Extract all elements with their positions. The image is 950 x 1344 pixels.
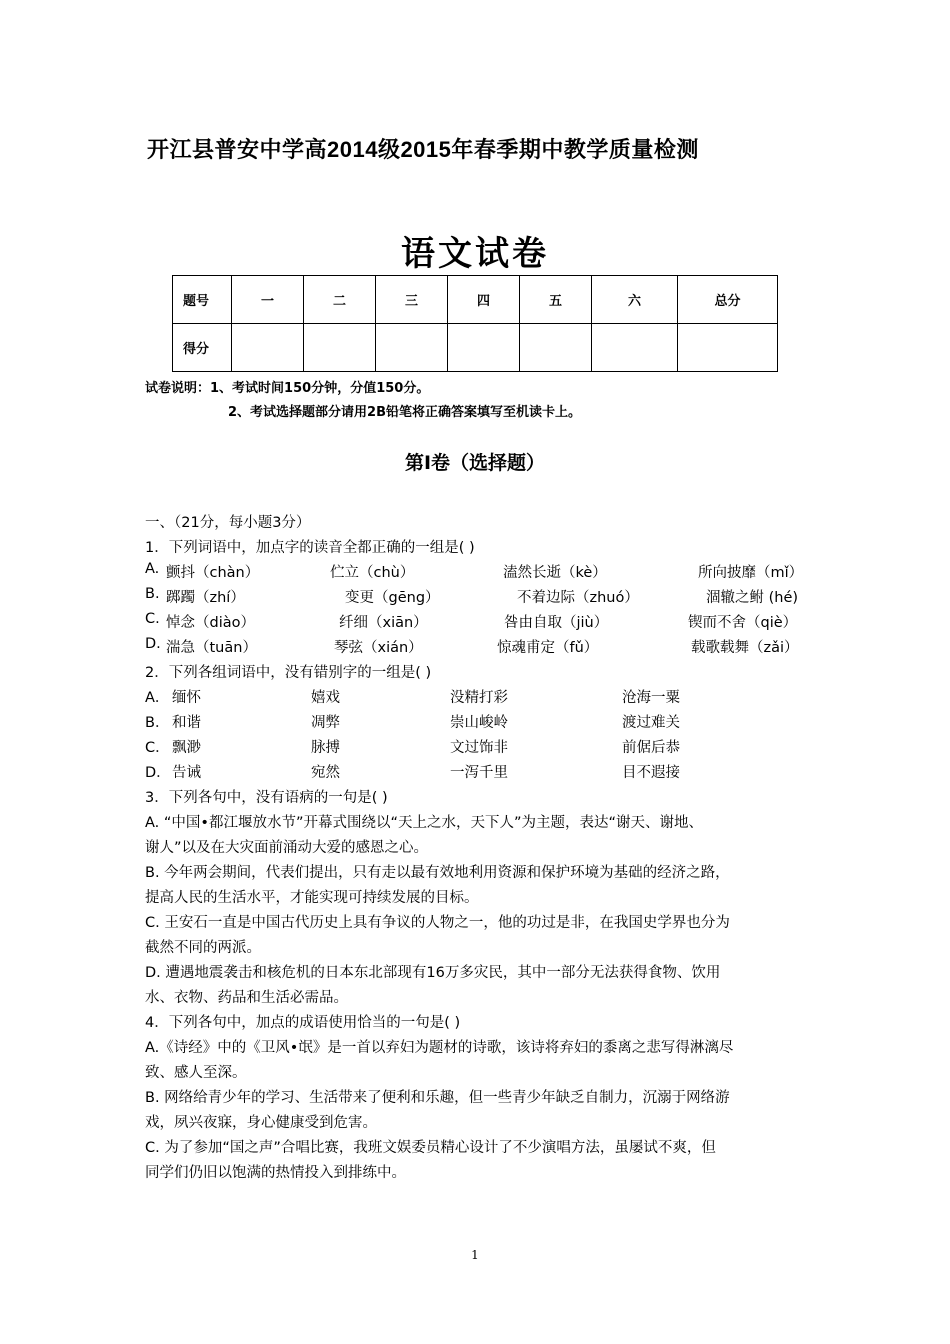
- question-text-line: 致、感人至深。: [145, 1065, 247, 1081]
- option-cell: 前倨后恭: [622, 740, 680, 756]
- question-stem: 2．下列各组词语中，没有错别字的一组是( ): [145, 665, 432, 681]
- option-cell: 目不遐接: [622, 765, 680, 781]
- option-label: B.: [145, 586, 160, 602]
- question-text-line: C. 为了参加“国之声”合唱比赛，我班文娱委员精心设计了不少演唱方法，虽屡试不爽，但: [145, 1140, 716, 1156]
- instruction-item: 2、考试选择题部分请用2B铅笔将正确答案填写至机读卡上。: [228, 405, 581, 420]
- page-number: 1: [471, 1248, 479, 1262]
- option-cell: 载歌载舞（zǎi）: [691, 640, 799, 656]
- option-cell: 琴弦（xián）: [334, 640, 423, 656]
- question-text-line: B. 今年两会期间，代表们提出，只有走以最有效地利用资源和保护环境为基础的经济之路，: [145, 865, 730, 881]
- question-stem: 1．下列词语中，加点字的读音全都正确的一组是( ): [145, 540, 475, 556]
- option-cell: 和谐: [172, 715, 201, 731]
- option-cell: 纤细（xiān）: [339, 615, 428, 631]
- option-cell: 伫立（chù）: [330, 565, 415, 581]
- option-cell: 悼念（diào）: [166, 615, 255, 631]
- question-text-line: A.《诗经》中的《卫风•氓》是一首以弃妇为题材的诗歌，该诗将弃妇的黍离之悲写得淋漓尽: [145, 1040, 734, 1056]
- section-title: 第Ⅰ卷（选择题）: [404, 452, 546, 474]
- option-cell: 咎由自取（jiù）: [504, 615, 609, 631]
- option-cell: 涸辙之鲋 (hé): [706, 590, 799, 606]
- score-cell: [376, 324, 448, 372]
- option-cell: 飘渺: [172, 740, 201, 756]
- instructions-line-1: [145, 377, 429, 396]
- option-cell: 凋弊: [311, 715, 340, 731]
- option-cell: 嬉戏: [311, 690, 340, 706]
- option-cell: 锲而不舍（qiè）: [688, 615, 798, 631]
- score-table-header-cell: 题号: [173, 276, 232, 324]
- score-table-header-cell: 总分: [678, 276, 778, 324]
- score-table-header-cell: 一: [232, 276, 304, 324]
- instruction-item: 1、考试时间150分钟，分值150分。: [210, 381, 430, 396]
- option-cell: 沧海一粟: [622, 690, 680, 706]
- option-label: D．: [145, 765, 171, 781]
- question-text-line: 提高人民的生活水平，才能实现可持续发展的目标。: [145, 890, 479, 906]
- question-text-line: 水、衣物、药品和生活必需品。: [145, 990, 348, 1006]
- option-label: D.: [145, 636, 161, 652]
- option-cell: 没精打彩: [450, 690, 508, 706]
- score-cell: [448, 324, 520, 372]
- score-table-header-cell: 五: [520, 276, 592, 324]
- option-cell: 宛然: [311, 765, 340, 781]
- score-table-header-cell: 六: [592, 276, 678, 324]
- question-text-line: D. 遭遇地震袭击和核危机的日本东北部现有16万多灾民，其中一部分无法获得食物、饮用: [145, 965, 721, 981]
- option-cell: 溘然长逝（kè）: [503, 565, 607, 581]
- option-cell: 脉搏: [311, 740, 340, 756]
- option-cell: 踯躅（zhí）: [166, 590, 245, 606]
- option-label: C.: [145, 611, 160, 627]
- option-cell: 颤抖（chàn）: [166, 565, 260, 581]
- question-stem: 4．下列各句中，加点的成语使用恰当的一句是( ): [145, 1015, 461, 1031]
- question-text-line: C. 王安石一直是中国古代历史上具有争议的人物之一，他的功过是非，在我国史学界也分为: [145, 915, 730, 931]
- score-row-label: 得分: [173, 324, 232, 372]
- question-text-line: A. “中国•都江堰放水节”开幕式围绕以“天上之水，天下人”为主题，表达“谢天、谢地、: [145, 815, 703, 831]
- score-cell: [304, 324, 376, 372]
- instructions-label: 试卷说明：: [145, 381, 211, 396]
- score-cell: [592, 324, 678, 372]
- score-cell: [678, 324, 778, 372]
- option-cell: 一泻千里: [450, 765, 508, 781]
- score-table-header-row: [173, 276, 778, 324]
- option-cell: 崇山峻岭: [450, 715, 508, 731]
- option-cell: 所向披靡（mǐ）: [698, 565, 804, 581]
- school-title: 开江县普安中学高2014级2015年春季期中教学质量检测: [147, 137, 699, 162]
- part-heading: 一、（21分，每小题3分）: [145, 515, 311, 531]
- option-cell: 渡过难关: [622, 715, 680, 731]
- score-table: [172, 275, 778, 372]
- score-cell: [232, 324, 304, 372]
- option-label: B．: [145, 715, 170, 731]
- question-text-line: 谢人”以及在大灾面前涌动大爱的感恩之心。: [145, 840, 429, 856]
- question-text-line: B. 网络给青少年的学习、生活带来了便利和乐趣，但一些青少年缺乏自制力，沉溺于网络游: [145, 1090, 730, 1106]
- score-table-header-cell: 四: [448, 276, 520, 324]
- option-cell: 变更（gēng）: [345, 590, 440, 606]
- score-table-header-cell: 三: [376, 276, 448, 324]
- paper-title: 语文试卷: [401, 234, 549, 274]
- option-label: A．: [145, 690, 170, 706]
- question-text-line: 截然不同的两派。: [145, 940, 261, 956]
- option-cell: 告诫: [172, 765, 201, 781]
- option-cell: 湍急（tuān）: [166, 640, 257, 656]
- option-label: C．: [145, 740, 170, 756]
- question-text-line: 戏，夙兴夜寐，身心健康受到危害。: [145, 1115, 377, 1131]
- score-cell: [520, 324, 592, 372]
- option-cell: 文过饰非: [450, 740, 508, 756]
- question-stem: 3．下列各句中，没有语病的一句是( ): [145, 790, 388, 806]
- option-cell: 不着边际（zhuó）: [517, 590, 639, 606]
- question-text-line: 同学们仍旧以饱满的热情投入到排练中。: [145, 1165, 406, 1181]
- option-cell: 缅怀: [172, 690, 201, 706]
- score-table-header-cell: 二: [304, 276, 376, 324]
- score-table-score-row: [173, 324, 778, 372]
- option-cell: 惊魂甫定（fǔ）: [497, 640, 599, 656]
- option-label: A.: [145, 561, 160, 577]
